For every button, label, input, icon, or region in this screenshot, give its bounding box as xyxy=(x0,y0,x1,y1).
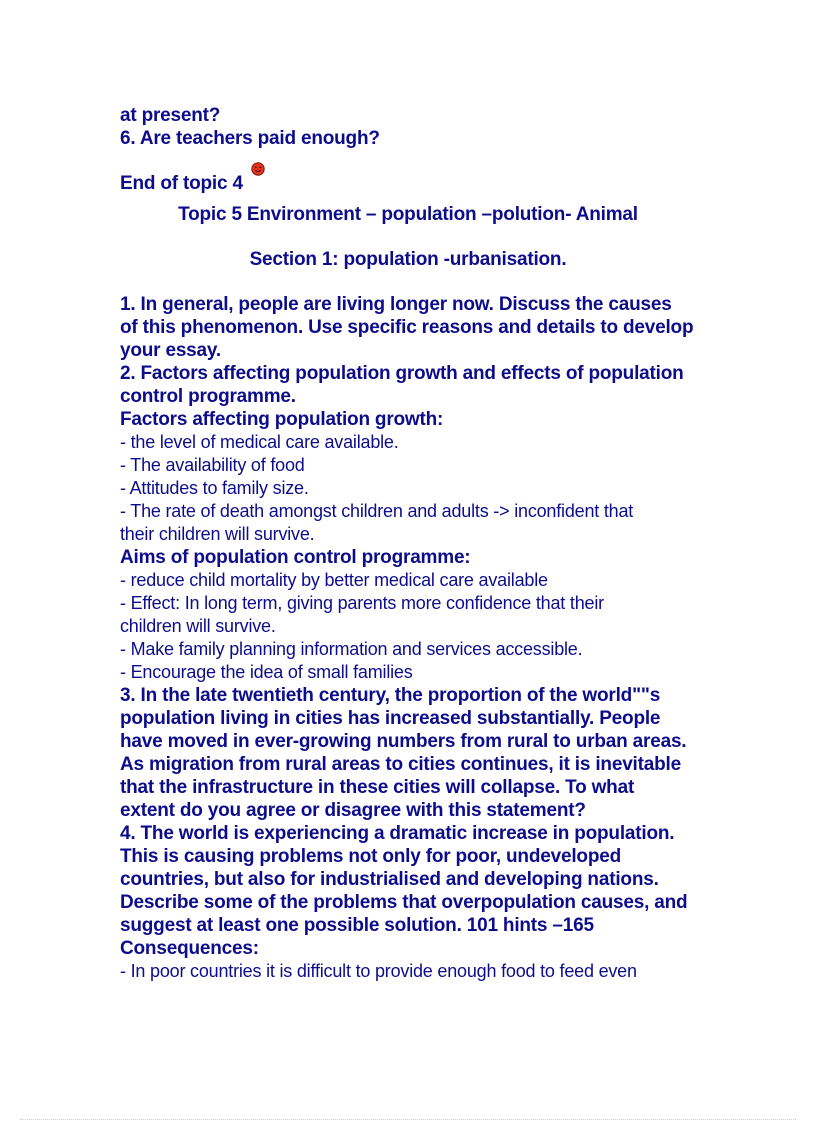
aims-block xyxy=(120,546,710,684)
intro-line-2: 6. Are teachers paid enough? xyxy=(120,128,380,149)
aims-item: children will survive. xyxy=(120,616,276,636)
factors-item: - The rate of death amongst children and adults -> inconfident that xyxy=(120,501,634,521)
question-3-line: 3. In the late twentieth century, the proportion of the world""s xyxy=(120,685,661,706)
question-4-line: 4. The world is experiencing a dramatic increase in population. xyxy=(120,823,675,844)
question-1-line: 1. In general, people are living longer now. Discuss the causes xyxy=(120,294,672,315)
factors-item: their children will survive. xyxy=(120,524,315,544)
consequences-block xyxy=(120,937,710,983)
question-3 xyxy=(120,684,710,822)
consequences-item: - In poor countries it is difficult to provide enough food to feed even xyxy=(120,961,637,981)
factors-heading: Factors affecting population growth: xyxy=(120,409,444,430)
question-4-line: countries, but also for industrialised and developing nations. xyxy=(120,869,659,890)
question-3-line: population living in cities has increased substantially. People xyxy=(120,708,661,729)
question-2 xyxy=(120,362,710,408)
aims-item: - Make family planning information and services accessible. xyxy=(120,639,583,659)
question-4 xyxy=(120,822,710,937)
aims-item: - reduce child mortality by better medical care available xyxy=(120,570,548,590)
factors-item: - The availability of food xyxy=(120,455,305,475)
question-4-line: Describe some of the problems that overpopulation causes, and xyxy=(120,892,688,913)
page-bottom-border xyxy=(20,1119,796,1120)
aims-heading: Aims of population control programme: xyxy=(120,547,471,568)
aims-item: - Effect: In long term, giving parents more confidence that their xyxy=(120,593,604,613)
end-of-topic-label: End of topic 4 xyxy=(120,173,243,194)
question-3-line: that the infrastructure in these cities will collapse. To what xyxy=(120,777,635,798)
smiley-face-icon xyxy=(251,162,265,176)
section-heading: Section 1: population -urbanisation. xyxy=(249,249,567,270)
document-page xyxy=(120,104,710,983)
factors-item: - Attitudes to family size. xyxy=(120,478,309,498)
factors-block xyxy=(120,408,710,546)
question-1-line: of this phenomenon. Use specific reasons and details to develop xyxy=(120,317,694,338)
question-3-line: extent do you agree or disagree with this statement? xyxy=(120,800,586,821)
intro-line-1: at present? xyxy=(120,105,221,126)
question-2-line: 2. Factors affecting population growth and effects of population xyxy=(120,363,684,384)
question-1-line: your essay. xyxy=(120,340,221,361)
question-4-line: This is causing problems not only for poor, undeveloped xyxy=(120,846,621,867)
consequences-heading: Consequences: xyxy=(120,938,259,959)
end-of-topic-row xyxy=(120,159,710,195)
question-3-line: have moved in ever-growing numbers from rural to urban areas. xyxy=(120,731,687,752)
question-3-line: As migration from rural areas to cities continues, it is inevitable xyxy=(120,754,681,775)
topic-heading: Topic 5 Environment – population –polution- Animal xyxy=(178,204,638,225)
aims-item: - Encourage the idea of small families xyxy=(120,662,413,682)
factors-item: - the level of medical care available. xyxy=(120,432,399,452)
question-2-line: control programme. xyxy=(120,386,296,407)
question-1 xyxy=(120,293,710,362)
question-4-line: suggest at least one possible solution. 101 hints –165 xyxy=(120,915,594,936)
